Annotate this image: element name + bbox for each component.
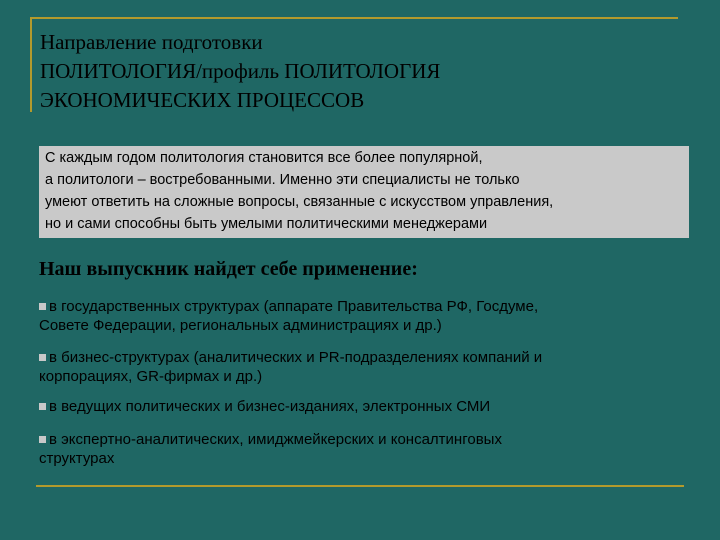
list-item-text: Совете Федерации, региональных администрациях и др.) [39, 317, 442, 334]
section-subheading: Наш выпускник найдет себе применение: [39, 258, 418, 280]
list-item-text: в экспертно-аналитических, имиджмейкерских и консалтинговых [49, 431, 502, 448]
title-line: Направление подготовки [40, 30, 263, 54]
frame-left-line [30, 17, 32, 112]
title-line: ЭКОНОМИЧЕСКИХ ПРОЦЕССОВ [40, 88, 365, 112]
list-item [39, 397, 699, 416]
intro-line: умеют ответить на сложные вопросы, связанные с искусством управления, [45, 194, 554, 210]
list-item-text: в ведущих политических и бизнес-изданиях, электронных СМИ [49, 398, 491, 415]
list-item-text: в государственных структурах (аппарате Правительства РФ, Госдуме, [49, 298, 539, 315]
title-line: ПОЛИТОЛОГИЯ/профиль ПОЛИТОЛОГИЯ [40, 59, 441, 83]
list-item [39, 430, 699, 468]
intro-line: а политологи – востребованными. Именно эти специалисты не только [45, 172, 520, 188]
list-item-text: в бизнес-структурах (аналитических и PR-подразделениях компаний и [49, 349, 543, 366]
bullet-icon [39, 403, 46, 410]
bullet-icon [39, 436, 46, 443]
list-item-text: корпорациях, GR-фирмах и др.) [39, 368, 263, 385]
list-item [39, 348, 699, 386]
frame-bottom-line [36, 485, 684, 487]
bullet-icon [39, 303, 46, 310]
frame-top-line [30, 17, 678, 19]
intro-paragraph [45, 147, 690, 235]
list-item-text: структурах [39, 450, 115, 467]
intro-line: С каждым годом политология становится все более популярной, [45, 150, 483, 166]
list-item [39, 297, 699, 335]
intro-line: но и сами способны быть умелыми политическими менеджерами [45, 216, 488, 232]
bullet-icon [39, 354, 46, 361]
slide-title [40, 28, 680, 115]
